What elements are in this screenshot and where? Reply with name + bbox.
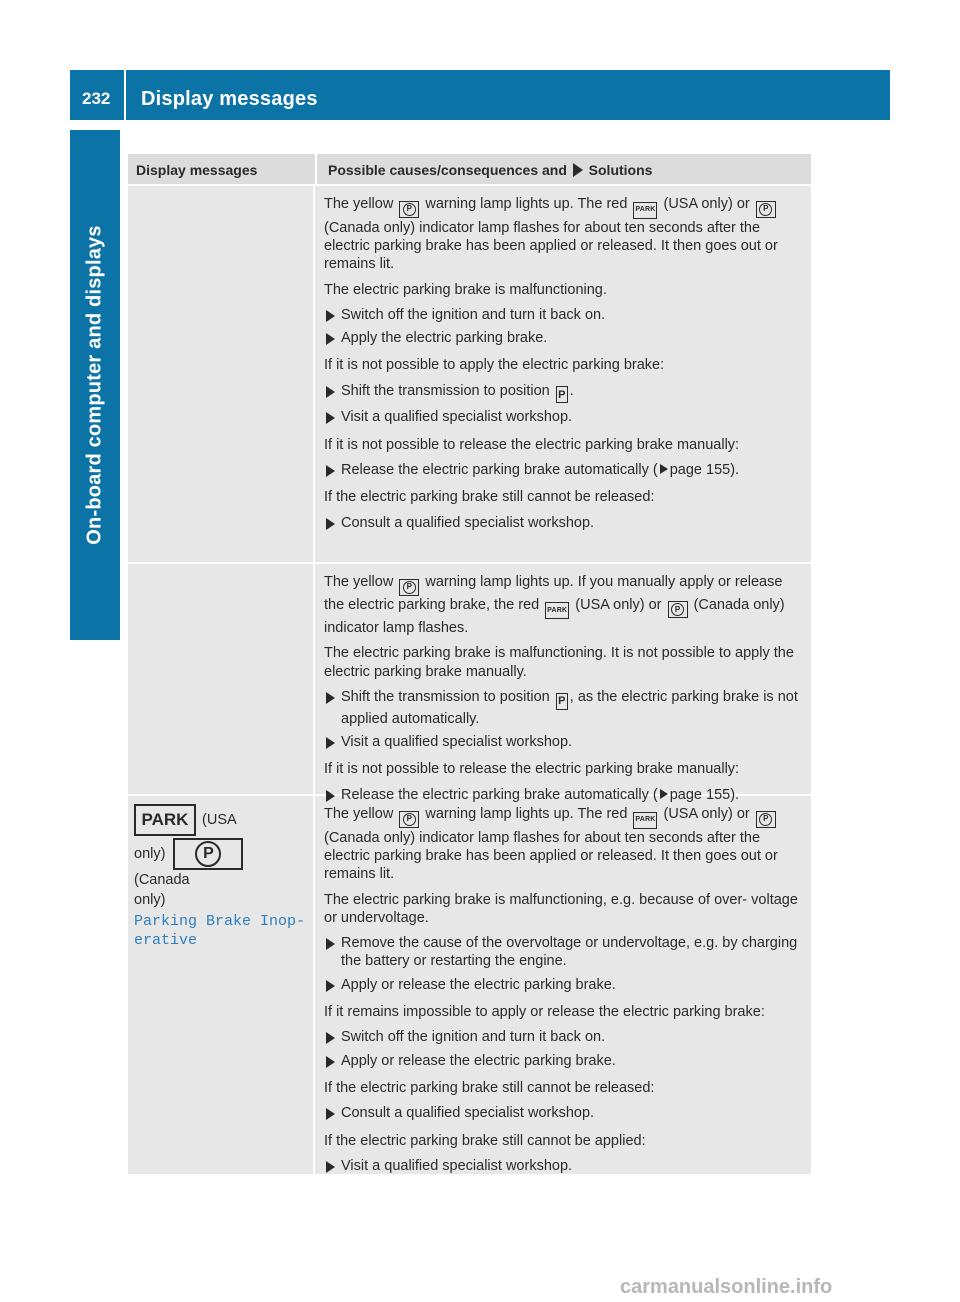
display-message-cell bbox=[128, 796, 315, 1174]
parking-brake-indicator-icon: P bbox=[668, 601, 688, 618]
park-indicator-icon: PARK bbox=[633, 812, 657, 829]
step-item: Switch off the ignition and turn it back on. bbox=[324, 306, 803, 324]
step-item: Apply or release the electric parking brake. bbox=[324, 1052, 803, 1070]
paragraph: If it is not possible to release the electric parking brake manually: bbox=[324, 761, 740, 778]
page-title: Display messages bbox=[141, 88, 318, 110]
step-item: Apply or release the electric parking brake. bbox=[324, 976, 803, 994]
step-item: Shift the transmission to position P . bbox=[324, 382, 803, 404]
paragraph: The yellow P warning lamp lights up. If you manually apply or release the electric parking brake, the red PARK (USA only) or P (Canada only) indicator lamp flashes. bbox=[324, 574, 785, 637]
position-p-icon: P bbox=[556, 386, 568, 403]
parking-brake-indicator-icon: P bbox=[756, 201, 776, 218]
step-arrow-icon bbox=[326, 980, 335, 992]
display-message-cell bbox=[128, 186, 315, 562]
solutions-cell bbox=[315, 796, 811, 1174]
paragraph: The electric parking brake is malfunctioning. bbox=[324, 281, 607, 298]
paragraph: If the electric parking brake still cannot be released: bbox=[324, 489, 655, 506]
paragraph: If the electric parking brake still cannot be released: bbox=[324, 1079, 655, 1096]
col-header-causes bbox=[315, 154, 811, 184]
step-item: Consult a qualified specialist workshop. bbox=[324, 1104, 803, 1122]
step-arrow-icon bbox=[326, 310, 335, 322]
step-item: Visit a qualified specialist workshop. bbox=[324, 1157, 803, 1175]
step-item: Remove the cause of the overvoltage or undervoltage, e.g. by charging the battery or restarting the engine. bbox=[324, 934, 803, 971]
page-number: 232 bbox=[82, 89, 111, 108]
page-reference[interactable]: page 155). bbox=[669, 461, 740, 478]
step-arrow-icon bbox=[326, 1032, 335, 1044]
step-item: Switch off the ignition and turn it back on. bbox=[324, 1028, 803, 1046]
paragraph: If it is not possible to release the electric parking brake manually: bbox=[324, 436, 740, 453]
parking-brake-warning-icon: P bbox=[399, 201, 419, 218]
table-row bbox=[128, 186, 811, 564]
display-message-text: Parking Brake Inop‐ erative bbox=[134, 913, 306, 949]
paragraph: If the electric parking brake still cannot be applied: bbox=[324, 1132, 646, 1149]
step-arrow-icon bbox=[326, 518, 335, 530]
step-item: Apply the electric parking brake. bbox=[324, 329, 803, 347]
step-item: Visit a qualified specialist workshop. bbox=[324, 408, 803, 426]
header-divider bbox=[124, 70, 126, 120]
table-row bbox=[128, 564, 811, 803]
park-indicator-icon: PARK bbox=[633, 202, 657, 219]
watermark: carmanualsonline.info bbox=[620, 1276, 833, 1298]
paragraph: The electric parking brake is malfunctioning, e.g. because of over- voltage or undervoltage. bbox=[324, 891, 798, 926]
paragraph: The yellow P warning lamp lights up. The red PARK (USA only) or P (Canada only) indicator lamp flashes for about ten seconds after the electric parking brake has been applied or released. It then goes out or remains lit. bbox=[324, 806, 778, 883]
step-arrow-icon bbox=[326, 737, 335, 749]
solutions-cell bbox=[315, 186, 811, 562]
park-indicator-icon: PARK bbox=[134, 804, 196, 836]
step-item: Release the electric parking brake automatically ( page 155). bbox=[324, 786, 803, 804]
park-indicator-icon: PARK bbox=[545, 602, 569, 619]
side-chapter-tab bbox=[70, 130, 120, 640]
page-header bbox=[70, 70, 890, 120]
step-arrow-icon bbox=[326, 333, 335, 345]
display-messages-table bbox=[128, 154, 811, 1176]
step-arrow-icon bbox=[326, 386, 335, 398]
step-arrow-icon bbox=[326, 790, 335, 802]
solutions-cell bbox=[315, 564, 811, 803]
step-arrow-icon bbox=[326, 1056, 335, 1068]
display-message-cell bbox=[128, 564, 315, 794]
usa-indicator-line: PARK (USA bbox=[134, 804, 307, 836]
page-reference[interactable]: page 155). bbox=[669, 786, 740, 803]
page-ref-arrow-icon bbox=[660, 789, 668, 799]
parking-brake-warning-icon: P bbox=[399, 579, 419, 596]
col-header-solutions-text: Solutions bbox=[588, 162, 653, 178]
chapter-title: On-board computer and displays bbox=[83, 225, 106, 545]
page-ref-arrow-icon bbox=[660, 464, 668, 474]
paragraph: The yellow P warning lamp lights up. The red PARK (USA only) or P (Canada only) indicator lamp flashes for about ten seconds after the electric parking brake has been applied or released. It then goes out or remains lit. bbox=[324, 196, 778, 273]
position-p-icon: P bbox=[556, 693, 568, 710]
col-header-causes-text: Possible causes/consequences and bbox=[328, 162, 567, 178]
only-label: only) bbox=[134, 892, 166, 908]
step-arrow-icon bbox=[326, 1161, 335, 1173]
paragraph: If it remains impossible to apply or release the electric parking brake: bbox=[324, 1004, 765, 1021]
step-item: Shift the transmission to position P , as the electric parking brake is not applied automatically. bbox=[324, 688, 803, 728]
canada-indicator-line: only) P (Canada bbox=[134, 838, 307, 890]
parking-brake-indicator-icon: P bbox=[756, 811, 776, 828]
step-arrow-icon bbox=[326, 938, 335, 950]
step-arrow-icon bbox=[326, 412, 335, 424]
step-arrow-icon bbox=[326, 465, 335, 477]
step-item: Visit a qualified specialist workshop. bbox=[324, 733, 803, 751]
step-arrow-icon bbox=[326, 692, 335, 704]
table-header bbox=[128, 154, 811, 186]
table-row bbox=[128, 796, 811, 1176]
col-header-display-messages: Display messages bbox=[136, 162, 258, 178]
step-arrow-icon bbox=[326, 1108, 335, 1120]
step-item: Consult a qualified specialist workshop. bbox=[324, 514, 803, 532]
step-item: Release the electric parking brake automatically ( page 155). bbox=[324, 461, 803, 479]
paragraph: If it is not possible to apply the electric parking brake: bbox=[324, 357, 665, 374]
parking-brake-indicator-icon: P bbox=[173, 838, 243, 870]
play-icon bbox=[573, 163, 583, 177]
paragraph: The electric parking brake is malfunctioning. It is not possible to apply the electric parking brake manually. bbox=[324, 645, 794, 680]
parking-brake-warning-icon: P bbox=[399, 811, 419, 828]
